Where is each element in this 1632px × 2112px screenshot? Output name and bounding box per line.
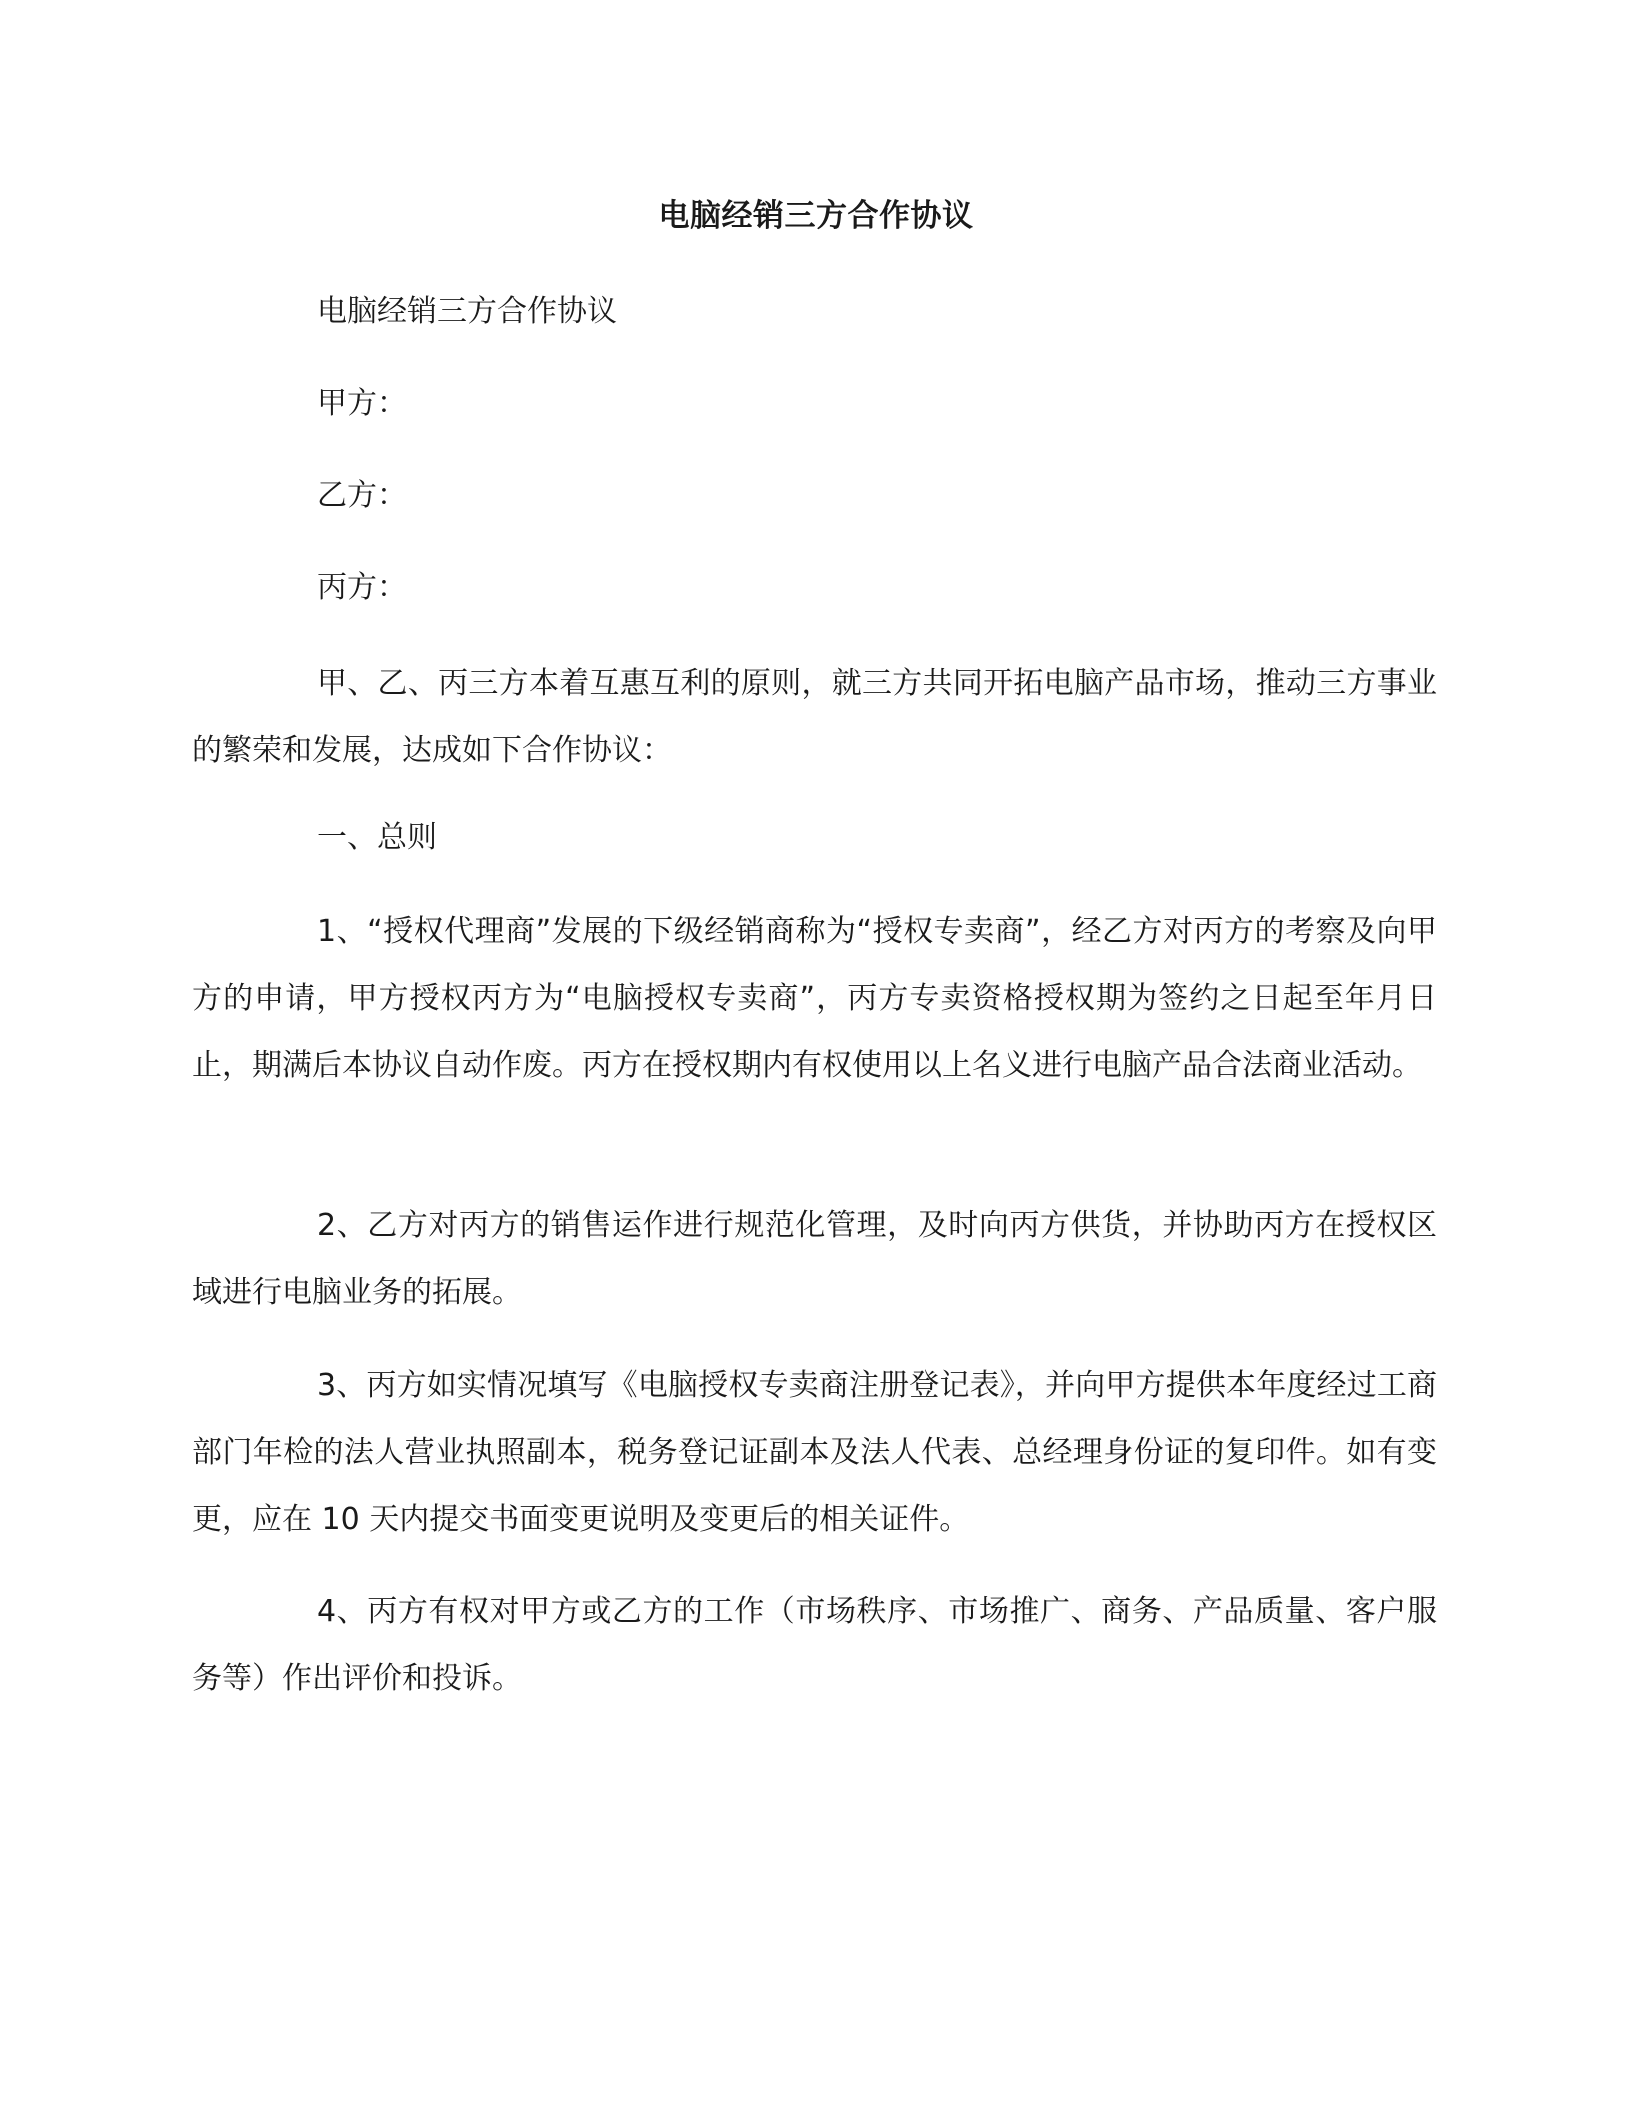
clause-3: 3、丙方如实情况填写《电脑授权专卖商注册登记表》，并向甲方提供本年度经过工商部门年检的法人营业执照副本，税务登记证副本及法人代表、总经理身份证的复印件。如有变更，应在 10 天内提交书面变更说明及变更后的相关证件。 xyxy=(192,1368,1437,1537)
intro-paragraph: 甲、乙、丙三方本着互惠互利的原则，就三方共同开拓电脑产品市场，推动三方事业的繁荣和发展，达成如下合作协议： xyxy=(192,666,1437,768)
clause-2: 2、乙方对丙方的销售运作进行规范化管理，及时向丙方供货，并协助丙方在授权区域进行电脑业务的拓展。 xyxy=(192,1208,1437,1310)
party-c-label: 丙方： xyxy=(317,570,407,605)
document-subtitle: 电脑经销三方合作协议 xyxy=(317,294,617,329)
clause-4: 4、丙方有权对甲方或乙方的工作（市场秩序、市场推广、商务、产品质量、客户服务等）作出评价和投诉。 xyxy=(192,1594,1437,1696)
document-title: 电脑经销三方合作协议 xyxy=(658,198,974,234)
party-b-label: 乙方： xyxy=(317,478,407,513)
section-1-heading: 一、总则 xyxy=(317,820,437,855)
party-a-label: 甲方： xyxy=(317,386,407,421)
clause-1: 1、“授权代理商”发展的下级经销商称为“授权专卖商”，经乙方对丙方的考察及向甲方的申请，甲方授权丙方为“电脑授权专卖商”，丙方专卖资格授权期为签约之日起至年月日止，期满后本协议自动作废。丙方在授权期内有权使用以上名义进行电脑产品合法商业活动。 xyxy=(192,914,1437,1083)
